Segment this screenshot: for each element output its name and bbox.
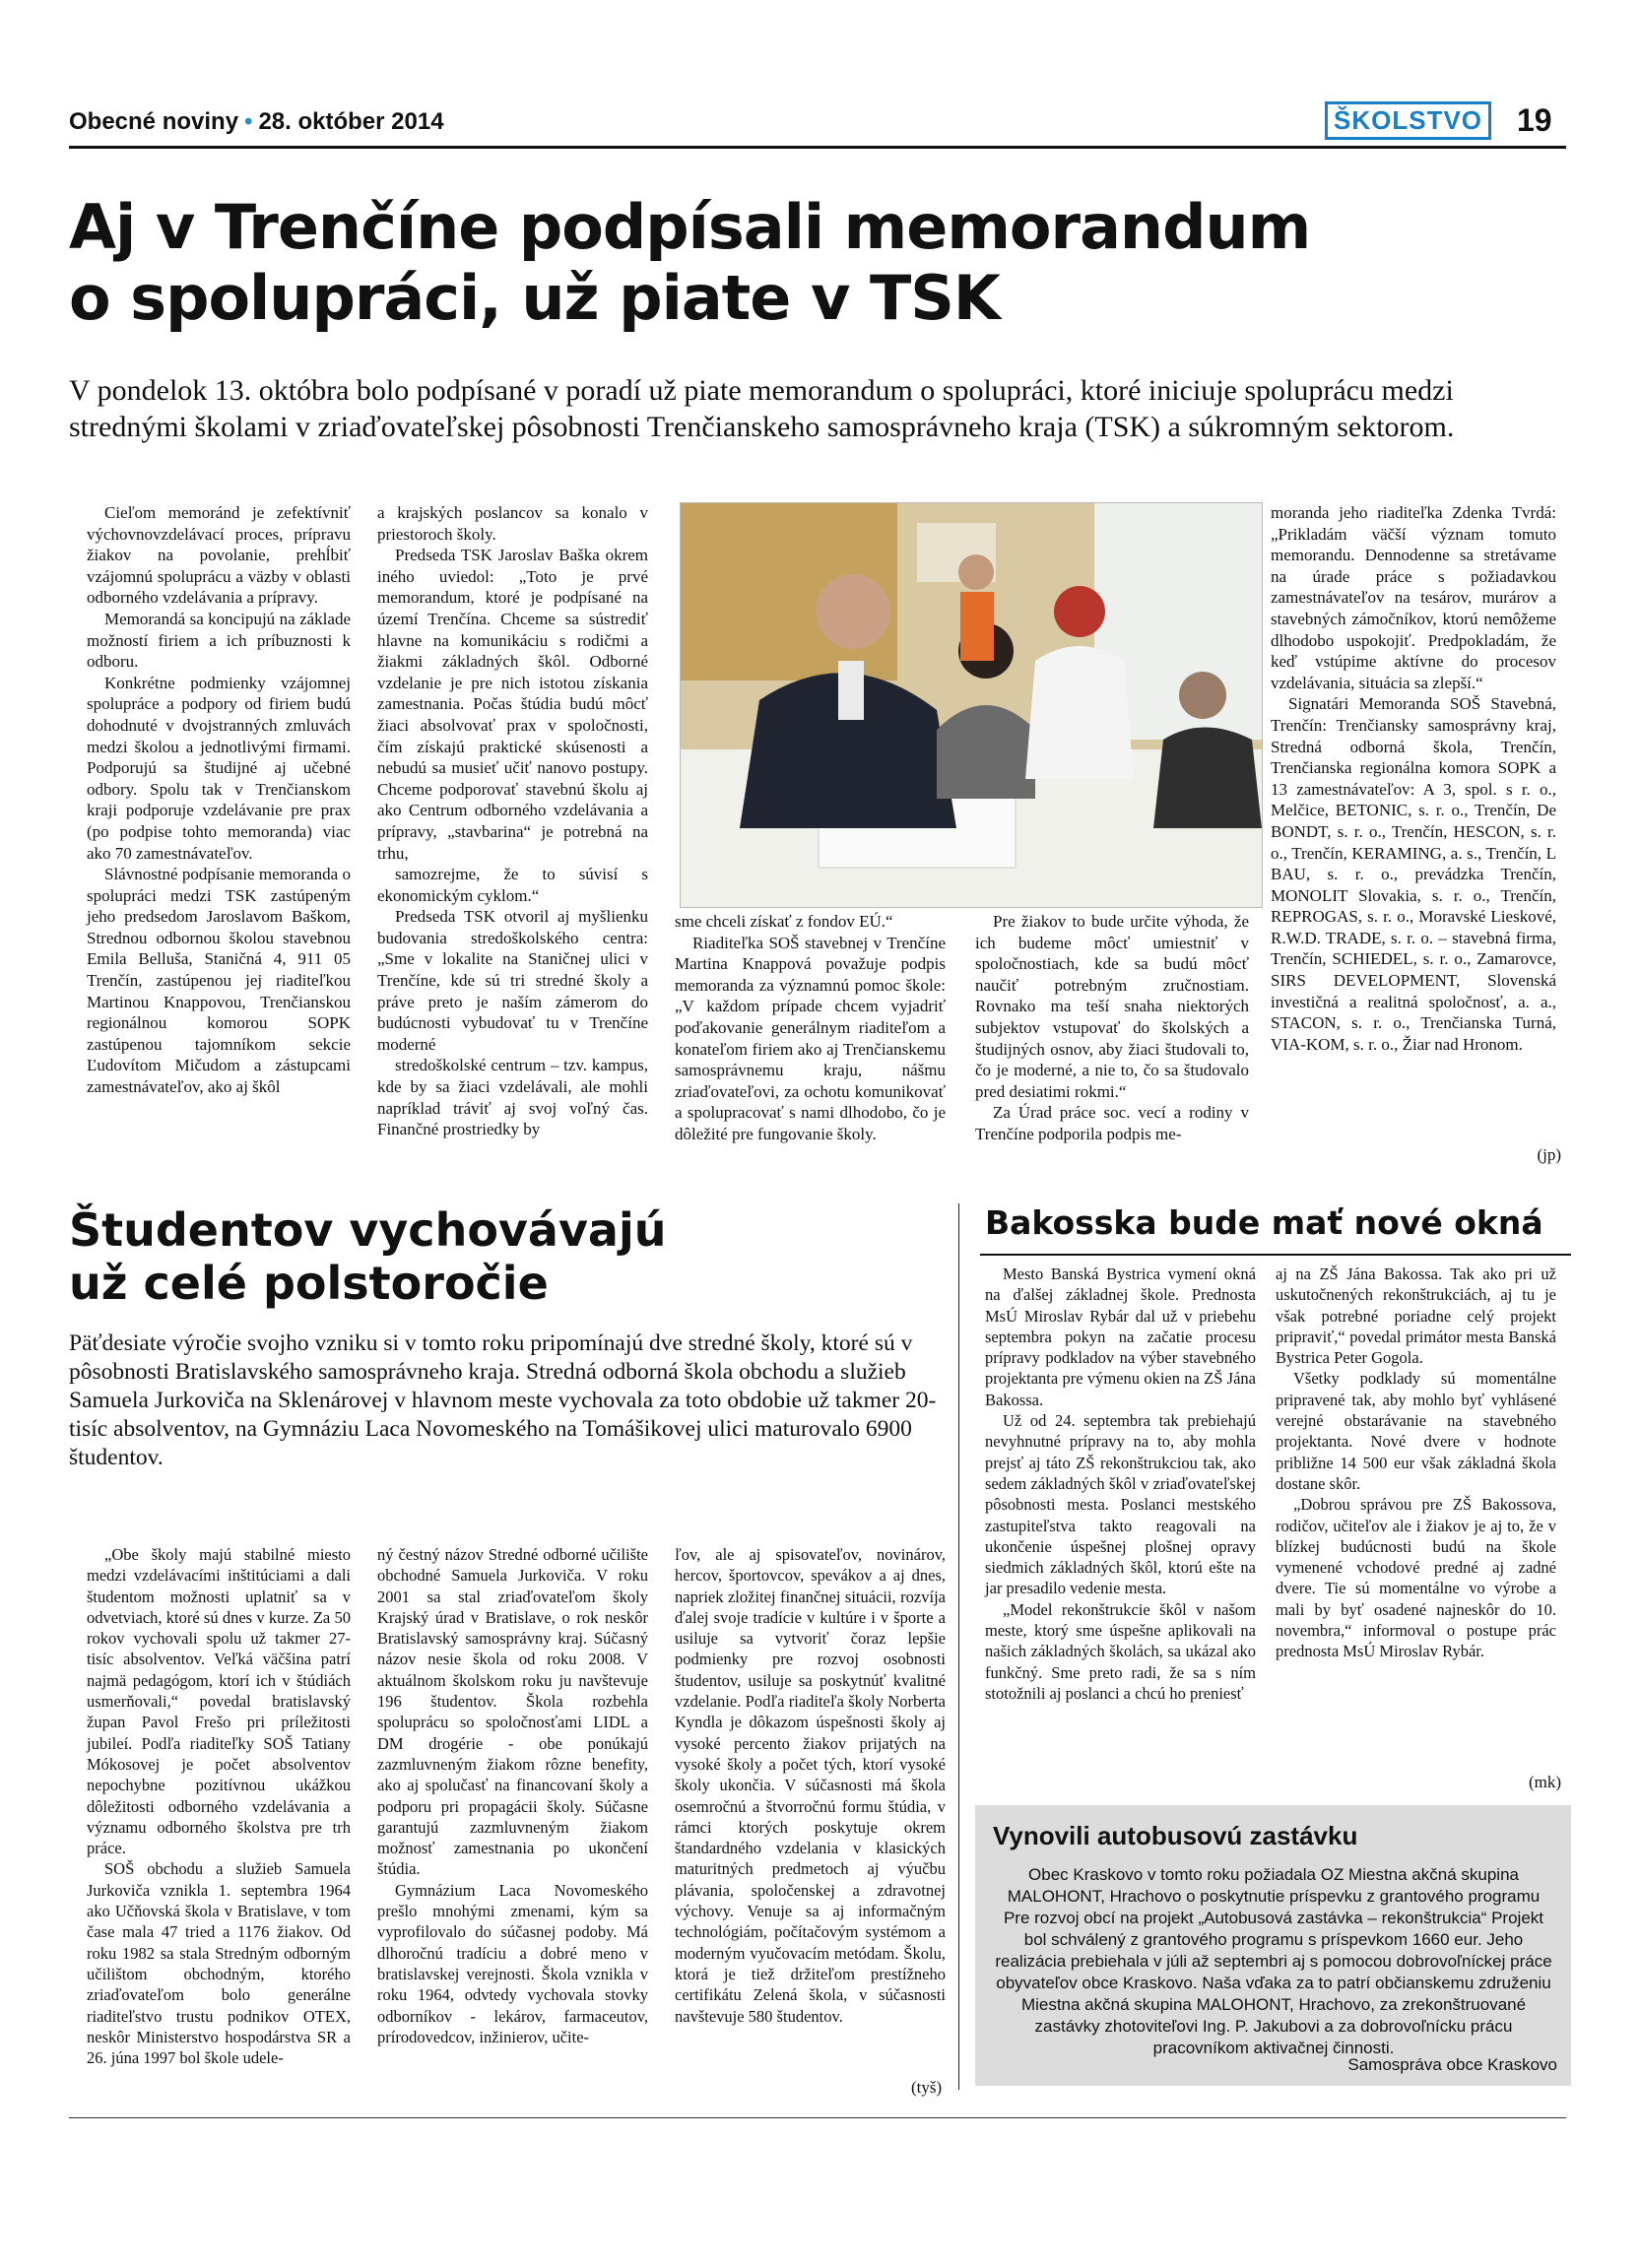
paragraph: ľov, ale aj spisovateľov, novinárov, hercov, športovcov, spevákov a aj dnes, napriek zložitej finančnej situácii, rozvíja ďalej svoje tradície v kultúre i v športe a usiluje sa vytvoriť čoraz lepšie podmienky pre rozvoj osobnosti študentov, usiluje sa poskytnúť kvalitné vzdelanie. Podľa riaditeľa školy Norberta Kyndla je dôkazom úspešnosti školy aj vysoké percento žiakov prijatých na vysoké školy a počet tých, ktorí vysoké školy ukončia. V súčasnosti má škola osemročnú a štvorročnú formu štúdia, v rámci ktorých poskytuje okrem štandardného vzdelania v klasických maturitných predmetoch aj výučbu plávania, spoločenskej a zdravotnej výchovy. Venuje sa aj informačným technológiám, počítačovým systémom a moderným vyučovacím metódam. Školu, ktorá je tiež držiteľom prestížneho certifikátu Zelená škola, v súčasnosti navštevuje 580 študentov.: [675, 1545, 946, 2026]
title-line-2: už celé polstoročie: [69, 1257, 549, 1310]
paragraph: „Model rekonštrukcie škôl v našom meste, ktorý sme úspešne aplikovali na našich základných školách, sa ukázal ako funkčný. Sme preto radi, že sa s ním stotožnili aj poslanci a chcú ho preniesť: [985, 1599, 1256, 1703]
article-column-5: [1271, 502, 1556, 1055]
paragraph: SOŠ obchodu a služieb Samuela Jurkoviča vznikla 1. septembra 1964 ako Učňovská škola v Bratislave, v tom čase mala 47 tried a 1176 žiakov. Od roku 1982 sa stala Stredným odborným učilištom obchodným, ktorého zriaďovateľom bolo generálne riaditeľstvo trustu podnikov OTEX, neskôr Ministerstvo hospodárstva SR a 26. júna 1997 bol škole udele-: [87, 1859, 351, 2068]
separator-dot: •: [244, 108, 253, 135]
issue-date: 28. október 2014: [258, 108, 444, 135]
author-signature: (jp): [1537, 1145, 1561, 1164]
box-title: Vynovili autobusovú zastávku: [993, 1821, 1358, 1850]
paragraph: aj na ZŠ Jána Bakossa. Tak ako pri už uskutočnených rekonštrukciách, aj tu je však potrebné poriadne celý projekt pripraviť,“ povedal primátor mesta Banská Bystrica Peter Gogola.: [1276, 1264, 1556, 1368]
article-column-2: [377, 1544, 648, 2047]
paragraph: samozrejme, že to súvisí s ekonomickým cyklom.“: [377, 865, 648, 905]
author-signature: (mk): [1528, 1773, 1561, 1791]
news-box: [975, 1805, 1571, 2086]
paper-name: Obecné noviny: [69, 108, 239, 135]
signing-photo: [680, 502, 1263, 908]
title-line-1: Študentov vychovávajú: [69, 1203, 667, 1257]
article-column-1: [87, 502, 351, 1098]
article-title: Bakosska bude mať nové okná: [985, 1203, 1543, 1242]
paragraph: „Obe školy majú stabilné miesto medzi vzdelávacími inštitúciami a dali študentom možnosti uplatniť sa v odvetviach, ktoré sú dnes v kurze. Za 50 rokov vychovali spolu už takmer 27-tisíc absolventov. Veľká väčšina patrí najmä pedagógom, ktorí ich v štúdiách usmerňovali,“ povedal bratislavský župan Pavol Frešo pri príležitosti jubileí. Podľa riaditeľky SOŠ Tatiany Mókosovej je počet absolventov nepochybne pozitívnou ukážkou dôležitosti odborného vzdelávania a významu odborného školstva pre trh práce.: [87, 1545, 351, 1858]
article-lead: Päťdesiate výročie svojho vzniku si v tomto roku pripomínajú dve stredné školy, ktoré sú v pôsobnosti Bratislavského samosprávneho kraja. Stredná odborná škola obchodu a služieb Samuela Jurkoviča na Sklenárovej v hlavnom meste vychovala za toto obdobie už takmer 20-tisíc absolventov, na Gymnáziu Laca Novomeského na Tomášikovej ulici maturovalo 6900 študentov.: [69, 1330, 937, 1470]
box-text: Obec Kraskovo v tomto roku požiadala OZ Miestna akčná skupina MALOHONT, Hrachovo o poskytnutie príspevku z grantového programu Pre rozvoj obcí na projekt „Autobusová zastávka – rekonštrukcia“ Projekt bol schválený z grantového programu s príspevkom 1660 eur. Jeho realizácia prebiehala v júli až septembri aj s pomocou dobrovoľníckej práce obyvateľov obce Kraskovo. Naša vďaka za to patrí občianskemu združeniu Miestna akčná skupina MALOHONT, Hrachovo, za zrekonštruované zastávky zhotoviteľovi Ing. P. Jakubovi a za dobrovoľnícku prácu pracovníkom aktivačnej činnosti.: [995, 1865, 1552, 2057]
title-line-1: Aj v Trenčíne podpísali memorandum: [69, 191, 1311, 263]
box-signature: Samospráva obce Kraskovo: [1347, 2055, 1557, 2074]
paragraph: Konkrétne podmienky vzájomnej spolupráce a podpory od firiem budú dohodnuté v dvojstranných zmluvách medzi školou a jednotlivými firmami. Podporujú sa študijné aj učebné odbory. Spolu tak v Trenčianskom kraji podporuje vzdelávanie pre prax (po podpise tohto memoranda) viac ako 70 zamestnávateľov.: [87, 673, 351, 863]
paragraph: Všetky podklady sú momentálne pripravené tak, aby mohlo byť vyhlásené verejné obstarávanie na stavebného projektanta. Nové dvere v hodnote približne 14 500 eur však základná škola dostane skôr.: [1276, 1369, 1556, 1493]
article-column-3: [675, 1544, 946, 2027]
paragraph: Memorandá sa koncipujú na základe možností firiem a ich príbuznosti k odboru.: [87, 609, 351, 672]
paragraph: ný čestný názov Stredné odborné učilište obchodné Samuela Jurkoviča. V roku 2001 sa stal zriaďovateľom školy Krajský úrad v Bratislave, o rok neskôr Bratislavský samosprávny kraj. Súčasný názov nesie škola od roku 2008. V aktuálnom školskom roku ju navštevuje 196 študentov. Škola rozbehla spoluprácu so spoločnosťami LIDL a DM drogérie - obe ponúkajú zazmluvneným žiakom rôzne benefity, ako aj spolučasť na financovaní školy a podporu pri propagácii školy. Súčasne garantujú zazmluvneným žiakom možnosť zamestnania po ukončení štúdia.: [377, 1545, 648, 1879]
column-divider: [958, 1203, 959, 2090]
paragraph: sme chceli získať z fondov EÚ.“: [675, 912, 893, 931]
paragraph: Už od 24. septembra tak prebiehajú nevyhnutné prípravy na to, aby mohla prejsť aj táto ZŠ rekonštrukciou tak, ako sedem základných škôl v zriaďovateľskej pôsobnosti mesta. Poslanci mestského zastupiteľstva takto reagovali na ukončenie úspešnej plošnej opravy siedmich základných škôl, ktorú ešte na jar presadilo vedenie mesta.: [985, 1411, 1256, 1598]
header-rule: [69, 146, 1566, 149]
paragraph: Pre žiakov to bude určite výhoda, že ich budeme môcť umiestniť v spoločnostiach, kde sa budú môcť naučiť potrebným zručnostiam. Rovnako ma teší snaha niektorých subjektov vstupovať do školských a študijných osnov, aby žiaci študovali to, čo je moderné, a nie to, čo sa študovalo pred desiatimi rokmi.“: [975, 912, 1249, 1101]
paragraph: „Dobrou správou pre ZŠ Bakossova, rodičov, učiteľov ale i žiakov je aj to, že v blízkej budúcnosti budú na škole vymenené vchodové predné aj zadné dvere. Tie sú momentálne vo výrobe a mali by byť osadené najneskôr do 10. novembra,“ informoval o postupe prác prednosta MsÚ Miroslav Rybár.: [1276, 1495, 1556, 1661]
paragraph: a krajských poslancov sa konalo v priestoroch školy.: [377, 503, 648, 544]
article-column-3: [675, 911, 946, 1145]
author-signature: (tyš): [911, 2078, 943, 2097]
paragraph: moranda jeho riaditeľka Zdenka Tvrdá: „Prikladám väčší význam tomuto memorandu. Dennodenne sa stretávame na úrade práce s požiadavkou zamestnávateľov na tesárov, murárov a stavebných zámočníkov, ktorú nemôžeme dlhodobo uspokojiť. Predpokladám, že keď vstúpime aktívne do procesov vzdelávania, situácia sa zlepší.“: [1271, 503, 1556, 692]
photo-illustration: [681, 503, 1262, 907]
paragraph: Signatári Memoranda SOŠ Stavebná, Trenčín: Trenčiansky samosprávny kraj, Stredná odborná škola, Trenčín, Trenčianska regionálna komora SOPK a 13 zamestnávateľov: A 3, spol. s r. o., Melčice, BETONIC, s. r. o., Trenčín, De BONDT, s. r. o., Trenčín, HESCON, s. r. o., Trenčín, KERAMING, a. s., Trenčín, L BAU, s. r. o., prevádzka Trenčín, MONOLIT Slovakia, s. r. o., Trenčín, REPROGAS, s. r. o., Moravské Lieskové, R.W.D. TRADE, s. r. o. – stavebná firma, Trenčín, SCHIEDEL, s. r. o., Zamarovce, SIRS DEVELOPMENT, Slovenská investičná a realitná spoločnosť, a. a., STACON, s. r. o., Trenčianska Turná, VIA-KOM, s. r. o., Žiar nad Hronom.: [1271, 694, 1556, 1054]
paragraph: Slávnostné podpísanie memoranda o spolupráci medzi TSK zastúpeným jeho predsedom Jaroslavom Baškom, Strednou odbornou školou stavebnou Emila Belluša, Staničná 4, 911 05 Trenčín, zastúpenou jej riaditeľkou Martinou Knappovou, Trenčianskou regionálnou komorou SOPK zastúpenou tajomníkom sekcie Ľudovítom Mičudom a zástupcami zamestnávateľov, ako aj škôl: [87, 865, 351, 1097]
article-title: [69, 1203, 955, 1310]
footer-rule: [69, 2117, 1566, 2118]
section-label: ŠKOLSTVO: [1325, 101, 1491, 140]
article-column-2: [377, 502, 648, 1140]
article-column-1: [985, 1264, 1256, 1704]
paragraph: Za Úrad práce soc. vecí a rodiny v Trenčíne podporila podpis me-: [975, 1103, 1249, 1143]
article-column-1: [87, 1544, 351, 2068]
article-title: [69, 192, 1546, 334]
paragraph: Gymnázium Laca Novomeského prešlo mnohými zmenami, kým sa vyprofilovalo do súčasnej podoby. Má dlhoročnú tradíciu a dobré meno v bratislavskej verejnosti. Škola vznikla v roku 1964, odvtedy vychovala stovky odborníkov - lekárov, farmaceutov, prírodovedcov, inžinierov, učite-: [377, 1880, 648, 2046]
article-lead: V pondelok 13. októbra bolo podpísané v poradí už piate memorandum o spolupráci, ktoré iniciuje spoluprácu medzi strednými školami v zriaďovateľskej pôsobnosti Trenčianskeho samosprávneho kraja (TSK) a súkromným sektorom.: [69, 374, 1455, 443]
paragraph: Mesto Banská Bystrica vymení okná na ďalšej základnej škole. Prednosta MsÚ Miroslav Rybár dal už v priebehu septembra pokyn na začatie procesu prípravy podkladov na výber stavebného projektanta pre výmenu okien na ZŠ Jána Bakossa.: [985, 1264, 1256, 1409]
paragraph: Riaditeľka SOŠ stavebnej v Trenčíne Martina Knappová považuje podpis memoranda za významnú pomoc škole: „V každom prípade chcem vyjadriť poďakovanie generálnym riaditeľom a konateľom firiem ako aj Trenčianskemu samosprávnemu kraju, nášmu zriaďovateľovi, za ochotu komunikovať a spolupracovať s nami dlhodobo, čo je dôležité pre fungovanie školy.: [675, 933, 946, 1143]
paragraph: stredoškolské centrum – tzv. kampus, kde by sa žiaci vzdelávali, ale mohli napríklad tráviť aj svoj voľný čas. Finančné prostriedky by: [377, 1056, 648, 1139]
title-rule: [980, 1254, 1571, 1256]
paragraph: Predseda TSK Jaroslav Baška okrem iného uviedol: „Toto je prvé memorandum, ktoré je podpísané na území Trenčína. Chceme sa sústrediť hlavne na komunikáciu s rodičmi a žiakmi základných škôl. Odborné vzdelanie je pre nich istotou získania zamestnania. Počas štúdia budú môcť žiaci absolvovať prax v spoločnosti, čím získajú praktické skúsenosti a nebudú sa musieť učiť nanovo postupy. Chceme podporovať stavebnú školu aj ako Centrum odborného vzdelávania a prípravy, „stavbarina“ je potrebná na trhu,: [377, 546, 648, 863]
paragraph: Predseda TSK otvoril aj myšlienku budovania stredoškolského centra: „Sme v lokalite na Staničnej ulici v Trenčíne, kde sú tri stredné školy a práve preto je naším zámerom do budúcnosti vybudovať tu v Trenčíne moderné: [377, 907, 648, 1054]
article-column-4: [975, 911, 1249, 1145]
paragraph: Cieľom memoránd je zefektívniť výchovnovzdelávací proces, prípravu žiakov na povolanie, prehĺbiť vzájomnú spoluprácu a väzby v oblasti odborného vzdelávania a prípravy.: [87, 503, 351, 608]
page-number: 19: [1517, 102, 1552, 138]
masthead: [69, 108, 444, 136]
article-column-2: [1276, 1264, 1556, 1662]
title-line-2: o spolupráci, už piate v TSK: [69, 262, 1000, 334]
